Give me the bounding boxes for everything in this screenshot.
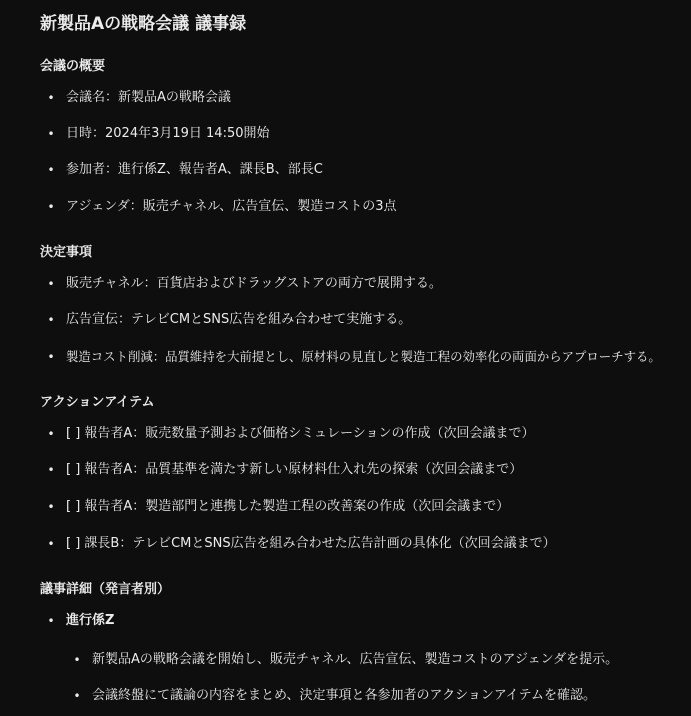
list-item-text: 広告宣伝：テレビCMとSNS広告を組み合わせて実施する。 <box>66 312 412 327</box>
bullet-icon: • <box>47 463 55 477</box>
list-item-text: [ ] 報告者A：製造部門と連携した製造工程の改善案の作成（次回会議まで） <box>66 499 510 514</box>
bullet-icon: • <box>47 350 55 364</box>
speaker-name: 進行係Z <box>66 613 115 628</box>
list-item-text: 会議終盤にて議論の内容をまとめ、決定事項と各参加者のアクションアイテムを確認。 <box>92 688 597 703</box>
list-item-text: アジェンダ：販売チャネル、広告宣伝、製造コストの3点 <box>66 199 397 214</box>
section-heading-overview: 会議の概要 <box>40 59 106 74</box>
list-item-text: [ ] 課長B：テレビCMとSNS広告を組み合わせた広告計画の具体化（次回会議まで） <box>66 536 556 551</box>
bullet-icon: • <box>47 500 55 514</box>
section-heading-details: 議事詳細（発言者別） <box>40 582 171 597</box>
section-heading-decisions: 決定事項 <box>40 245 93 260</box>
bullet-icon: • <box>47 537 55 551</box>
bullet-icon: • <box>47 313 55 327</box>
list-item-text: [ ] 報告者A：販売数量予測および価格シミュレーションの作成（次回会議まで） <box>66 426 535 441</box>
list-item-text: 販売チャネル：百貨店およびドラッグストアの両方で展開する。 <box>66 276 442 291</box>
list-item-text: 製造コスト削減：品質維持を大前提とし、原材料の見直しと製造工程の効率化の両面からアプローチする。 <box>66 349 661 364</box>
bullet-icon: • <box>73 689 81 703</box>
document-title: 新製品Aの戦略会議 議事録 <box>40 14 247 34</box>
bullet-icon: • <box>47 277 55 291</box>
list-item-text: 新製品Aの戦略会議を開始し、販売チャネル、広告宣伝、製造コストのアジェンダを提示。 <box>92 652 619 667</box>
bullet-icon: • <box>47 127 55 141</box>
list-item-text: 参加者：進行係Z、報告者A、課長B、部長C <box>66 162 323 177</box>
bullet-icon: • <box>47 614 55 628</box>
section-heading-action-items: アクションアイテム <box>40 395 155 410</box>
bullet-icon: • <box>73 653 81 667</box>
list-item-text: 会議名：新製品Aの戦略会議 <box>66 90 231 105</box>
list-item-text: 日時：2024年3月19日 14:50開始 <box>66 126 270 141</box>
bullet-icon: • <box>47 163 55 177</box>
bullet-icon: • <box>47 200 55 214</box>
bullet-icon: • <box>47 91 55 105</box>
list-item-text: [ ] 報告者A：品質基準を満たす新しい原材料仕入れ先の探索（次回会議まで） <box>66 462 523 477</box>
bullet-icon: • <box>47 427 55 441</box>
